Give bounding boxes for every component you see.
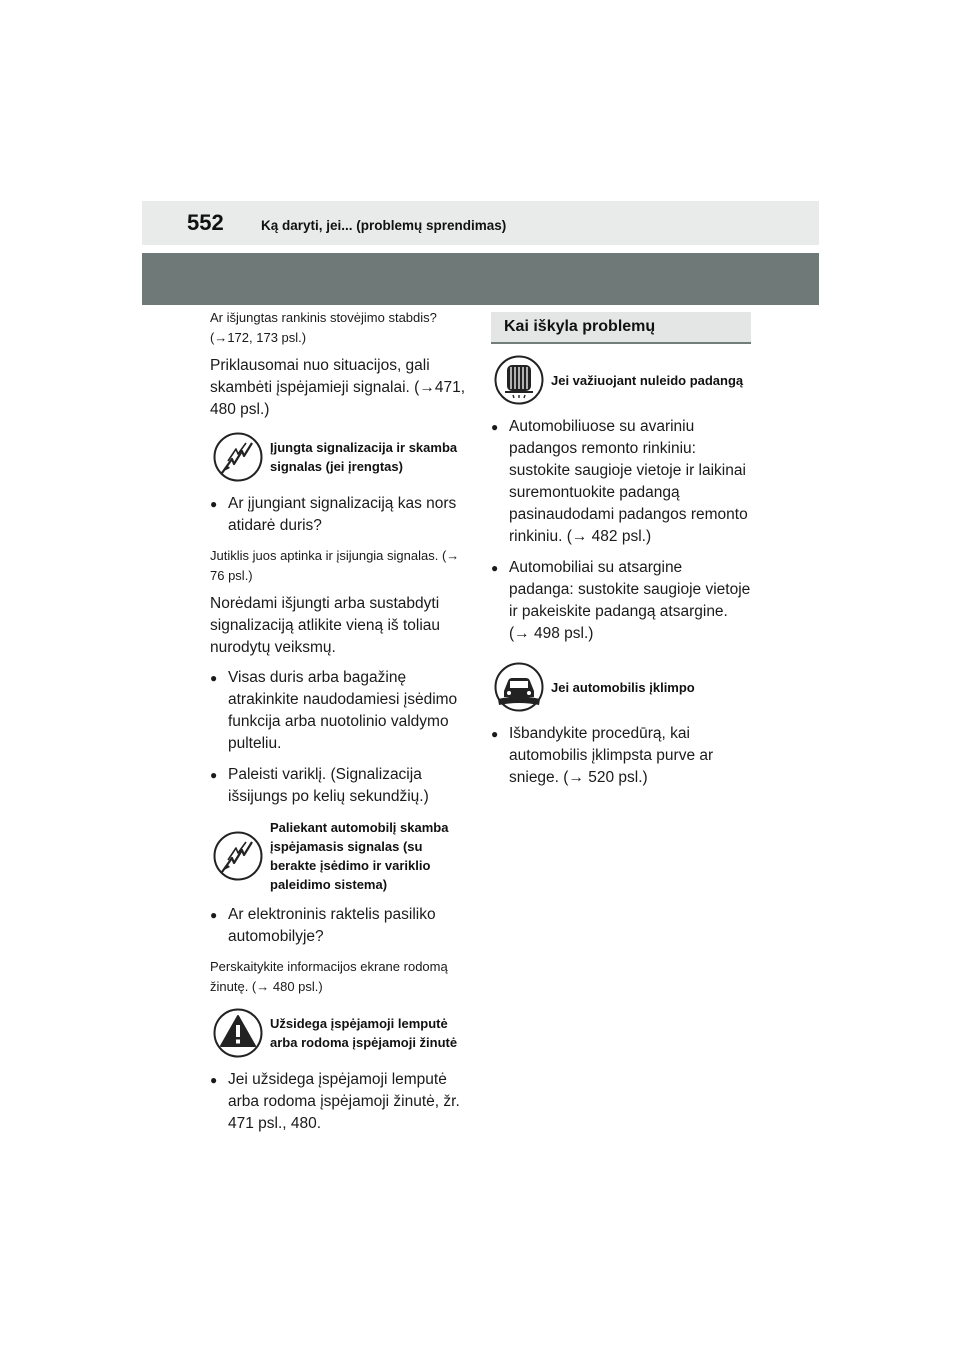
list-item: ● Jei užsidega įspėjamoji lemputė arba rodoma įspėjamoji žinutė, žr. 471 psl., 480. [210,1069,472,1135]
warning-signals-note: Priklausomai nuo situacijos, gali skambėti įspėjamieji signalai. (→471, 480 psl.) [210,357,466,418]
parking-brake-note: Ar išjungtas rankinis stovėjimo stabdis? (→172, 173 psl.) [210,310,437,345]
leaving-car-section-header [210,818,472,894]
right-column [491,308,751,798]
chapter-title: Ką daryti, jei... (problemų sprendimas) [261,218,507,233]
alarm-icon [212,431,264,483]
alarm-section-label: Įjungta signalizacija ir skamba signalas (jei įrengtas) [270,440,458,474]
list-item: ● Automobiliai su atsargine padanga: sustokite saugioje vietoje ir pakeiskite padangą atsargine. (→ 498 psl.) [491,557,751,645]
flat-tire-icon [493,354,545,406]
list-item: ● Ar įjungiant signalizaciją kas nors atidarė duris? [210,493,472,537]
stuck-car-section-header [491,661,751,713]
header-band [142,253,819,305]
flat-tire-section-header [491,354,751,406]
sensor-note: Jutiklis juos aptinka ir įsijungia signalas. (→ 76 psl.) [210,548,460,583]
warning-icon [212,1007,264,1059]
list-item: ● Visas duris arba bagažinę atrakinkite naudodamiesi įsėdimo funkcija arba nuotolinio valdymo pulteliu. [210,667,472,755]
stuck-car-section-label: Jei automobilis įklimpo [551,679,695,695]
alarm-icon [212,830,264,882]
page-header [142,201,819,245]
page-number: 552 [187,210,224,235]
stop-alarm-intro: Norėdami išjungti arba sustabdyti signalizaciją atlikite vieną iš toliau nurodytų veiksmų. [210,595,441,656]
list-item: ● Paleisti variklį. (Signalizacija išsijungs po kelių sekundžių.) [210,764,472,808]
alarm-section-header [210,431,472,483]
leaving-car-section-label: Paliekant automobilį skamba įspėjamasis signalas (su berakte įsėdimo ir variklio paleidimo sistema) [270,820,449,892]
list-item: ● Ar elektroninis raktelis pasiliko automobilyje? [210,904,472,948]
list-item: ● Automobiliuose su avariniu padangos remonto rinkiniu: sustokite saugioje vietoje ir laikinai suremontuokite padangą pasinaudodami padangos remonto rinkiniu. (→ 482 psl.) [491,416,751,548]
left-column [210,308,472,1144]
warning-light-section-header [210,1007,472,1059]
info-display-note: Perskaitykite informacijos ekrane rodomą žinutę. (→ 480 psl.) [210,959,448,994]
list-item: ● Išbandykite procedūrą, kai automobilis įklimpsta purve ar sniege. (→ 520 psl.) [491,723,751,789]
section-heading: Kai iškyla problemų [491,312,751,344]
stuck-car-icon [493,661,545,713]
flat-tire-section-label: Jei važiuojant nuleido padangą [551,372,744,388]
warning-light-section-label: Užsidega įspėjamoji lemputė arba rodoma įspėjamoji žinutė [270,1016,458,1050]
